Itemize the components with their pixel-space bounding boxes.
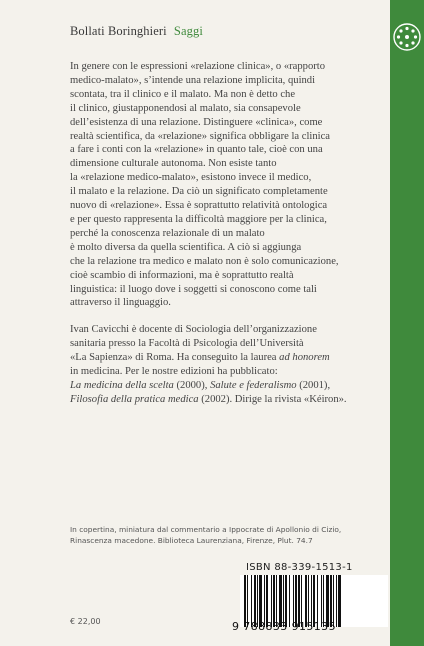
bio-line (70, 351, 386, 365)
blurb-line: il clinico, giustapponendosi al malato, sia consapevole (70, 102, 301, 114)
blurb-line: la «relazione medico-malato», esistono invece il medico, (70, 172, 312, 184)
blurb-line: scontata, tra il clinico e il malato. Ma non è detto che (70, 88, 296, 100)
bio-text: (2001), (296, 379, 331, 391)
book-title: Salute e federalismo (210, 379, 297, 391)
series-name: Saggi (173, 24, 203, 38)
blurb-line: è molto diversa da quella scientifica. A ciò si aggiunga (70, 241, 302, 253)
bio-text: (2002). Dirige la rivista «Kéiron». (198, 393, 347, 405)
blurb-line: linguistica: il luogo dove i soggetti si conoscono come tali (70, 283, 317, 295)
blurb-line: che la relazione tra medico e malato non è solo comunicazione, (70, 255, 339, 267)
blurb-line: perché la conoscenza relazionale di un malato (70, 227, 265, 239)
blurb-text (70, 60, 386, 310)
blurb-line: In genere con le espressioni «relazione clinica», o «rapporto (70, 61, 326, 72)
book-title: Filosofia della pratica medica (70, 393, 199, 405)
blurb-line: a fare i conti con la «relazione» in quanto tale, cioè con una (70, 144, 323, 156)
blurb-line: il malato e la relazione. Da ciò un significato completamente (70, 186, 328, 198)
author-bio (70, 323, 386, 406)
publisher-header (70, 24, 203, 39)
bio-books-line (70, 379, 386, 393)
blurb-line: nuovo di «relazione». Essa è soprattutto relatività ontologica (70, 200, 328, 212)
caption-line: Rinascenza macedone. Biblioteca Laurenziana, Firenze, Plut. 74.7 (70, 535, 313, 545)
isbn-label: ISBN 88-339-1513-1 (246, 562, 353, 573)
caption-line: In copertina, miniatura dal commentario a Ippocrate di Apollonio di Cizio, (70, 525, 342, 534)
starred-circle-icon (392, 22, 422, 52)
price-label: € 22,00 (70, 617, 101, 626)
blurb-line: dimensione culturale autonoma. Non esiste tanto (70, 158, 277, 170)
blurb-line: medico-malato», s’intende una relazione implicita, quindi (70, 74, 316, 86)
blurb-line: realtà scientifica, da «relazione» significa obbligare la clinica (70, 130, 331, 142)
publisher-name: Bollati Boringhieri (70, 24, 167, 38)
bio-line: sanitaria presso la Facoltà di Psicologia dell’Università (70, 337, 304, 349)
green-spine-band (390, 0, 424, 646)
cover-caption (70, 525, 390, 546)
bio-italic-honorem: ad honorem (279, 351, 330, 363)
blurb-line: cioè scambio di informazioni, ma è soprattutto realtà (70, 269, 294, 281)
bio-line: Ivan Cavicchi è docente di Sociologia dell’organizzazione (70, 324, 317, 335)
book-title: La medicina della scelta (70, 379, 174, 391)
bio-books-line (70, 393, 386, 407)
barcode-digits: 9 788833 915135 (232, 620, 336, 633)
bio-line: in medicina. Per le nostre edizioni ha pubblicato: (70, 365, 278, 377)
blurb-line: attraverso il linguaggio. (70, 297, 171, 309)
bio-text: (2000), (173, 379, 211, 391)
blurb-line: e per questo rappresenta la difficoltà maggiore per la clinica, (70, 213, 327, 225)
bio-text: «La Sapienza» di Roma. Ha conseguito la laurea (70, 351, 280, 363)
blurb-line: dell’esistenza di una relazione. Distinguere «clinica», come (70, 116, 323, 128)
